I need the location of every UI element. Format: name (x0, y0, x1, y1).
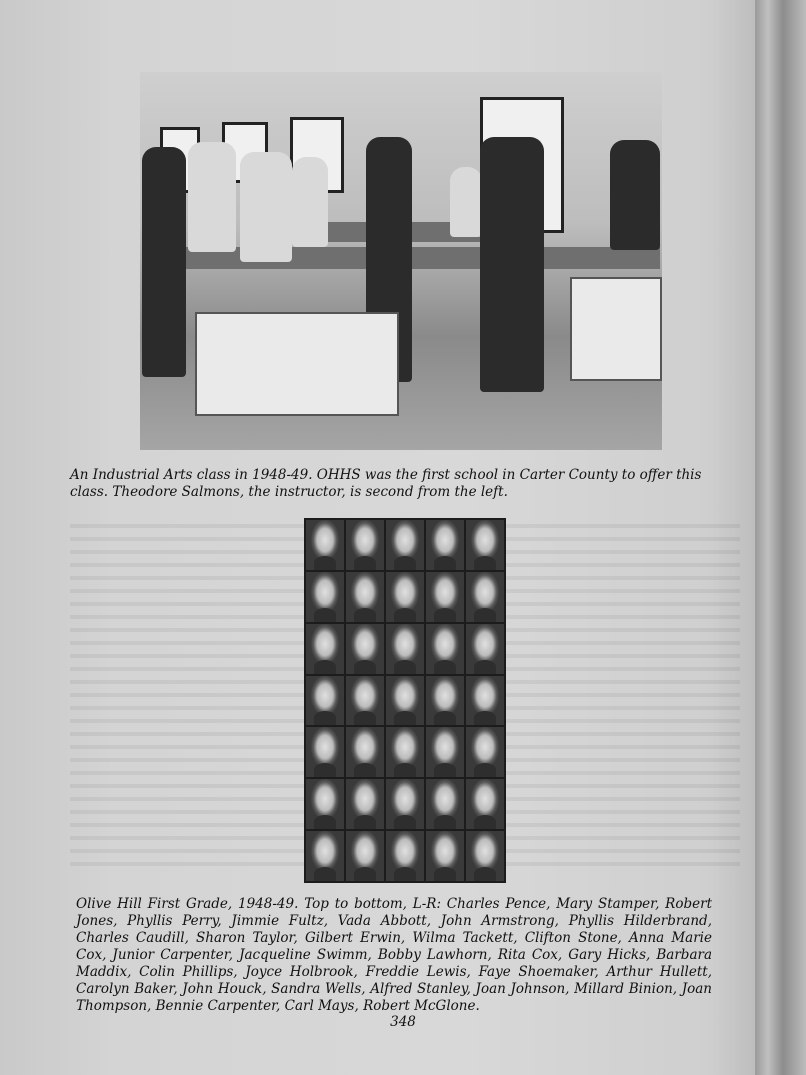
photo-caption-industrial-arts: An Industrial Arts class in 1948-49. OHHS was the first school in Carter County to offer this class. Theodore Salmons, the instructor, is second from the left. (70, 467, 702, 500)
student-portrait (426, 727, 464, 777)
student-portrait (466, 727, 504, 777)
instructor (188, 142, 236, 252)
student (142, 147, 186, 377)
student-portrait (466, 624, 504, 674)
student-portrait (426, 572, 464, 622)
student-portrait (346, 727, 384, 777)
student-portrait (426, 676, 464, 726)
adjacent-page-edge (755, 0, 806, 1075)
student-portrait (386, 727, 424, 777)
student-portrait (426, 520, 464, 570)
photo-caption-first-grade: Olive Hill First Grade, 1948-49. Top to bottom, L-R: Charles Pence, Mary Stamper, Robert Jones, Phyllis Perry, Jimmie Fultz, Vada Abbott, John Armstrong, Phyllis Hilderbrand, Charles Caudill, Sharon Taylor, Gilbert Erwin, Wilma Tackett, Clifton Stone, Anna Marie Cox, Junior Carpenter, Jacqueline Swimm, Bobby Lawhorn, Rita Cox, Gary Hicks, Barbara Maddix, Colin Phillips, Joyce Holbrook, Freddie Lewis, Faye Shoemaker, Arthur Hullett, Carolyn Baker, John Houck, Sandra Wells, Alfred Stanley, Joan Johnson, Millard Binion, Joan Thompson, Bennie Carpenter, Carl Mays, Robert McGlone. (76, 896, 712, 1014)
cabinet (570, 277, 662, 381)
student-portrait (306, 676, 344, 726)
student-portrait (306, 831, 344, 881)
table-saw (195, 312, 399, 416)
student-portrait (346, 831, 384, 881)
student-portrait (386, 624, 424, 674)
page-number: 348 (390, 1014, 416, 1030)
first-grade-portrait-grid (304, 518, 506, 883)
industrial-arts-class-photo (140, 72, 662, 450)
student-portrait (306, 779, 344, 829)
student-portrait (346, 779, 384, 829)
student (450, 167, 482, 237)
student-portrait (346, 572, 384, 622)
student-portrait (466, 572, 504, 622)
student-portrait (306, 727, 344, 777)
student-portrait (426, 779, 464, 829)
student-portrait (386, 779, 424, 829)
student-portrait (466, 779, 504, 829)
student-portrait (346, 676, 384, 726)
student (610, 140, 660, 250)
student-portrait (386, 572, 424, 622)
student-portrait (386, 831, 424, 881)
student (292, 157, 328, 247)
student-portrait (426, 624, 464, 674)
student-portrait (306, 624, 344, 674)
student-portrait (386, 520, 424, 570)
student-portrait (386, 676, 424, 726)
student-portrait (346, 520, 384, 570)
student-portrait (346, 624, 384, 674)
student-portrait (466, 520, 504, 570)
student (240, 152, 292, 262)
student-portrait (306, 572, 344, 622)
student-portrait (466, 831, 504, 881)
student-portrait (426, 831, 464, 881)
student-portrait (306, 520, 344, 570)
student (480, 137, 544, 392)
student-portrait (466, 676, 504, 726)
